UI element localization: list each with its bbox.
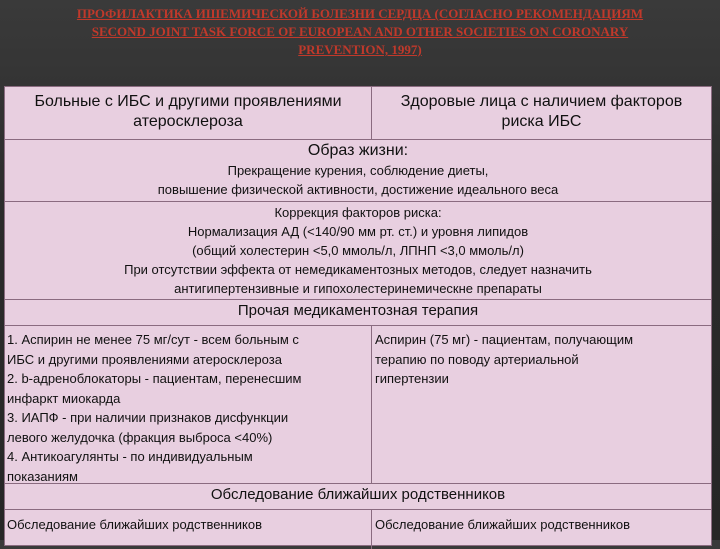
row-divider (5, 139, 711, 140)
column-divider (371, 509, 372, 549)
row-divider (5, 201, 711, 202)
row-divider (5, 299, 711, 300)
relatives-heading: Обследование ближайших родственников (210, 486, 506, 503)
risk-factors-line-2: Нормализация АД (<140/90 мм рт. ст.) и уровня липидов (187, 224, 529, 239)
prevention-table (4, 86, 712, 546)
title-line-1: ПРОФИЛАКТИКА ИШЕМИЧЕСКОЙ БОЛЕЗНИ СЕРДЦА (СОГЛАСНО РЕКОМЕНДАЦИЯМ (76, 6, 644, 21)
title-line-2: SECOND JOINT TASK FORCE OF EUROPEAN AND OTHER SOCIETIES ON CORONARY (91, 24, 629, 39)
patients-therapy-line: ИБС и другими проявлениями атеросклероза (7, 351, 282, 367)
slide-title (0, 5, 720, 59)
column-divider (371, 325, 372, 483)
patients-therapy-line: 2. b-адреноблокаторы - пациентам, перенесшим (7, 371, 302, 386)
patients-therapy-line: 1. Аспирин не менее 75 мг/сут - всем больным с (7, 332, 299, 347)
patients-therapy-line: левого желудочка (фракция выброса <40%) (7, 429, 273, 445)
risk-factors-line-1: Коррекция факторов риска: (274, 205, 442, 220)
patients-therapy-line: 3. ИАПФ - при наличии признаков дисфункции (7, 410, 289, 425)
lifestyle-line-2: повышение физической активности, достижение идеального веса (157, 182, 559, 197)
row-divider (5, 325, 711, 326)
risk-factors-line-5: антигипертензивные и гипохолестеринемическне препараты (174, 281, 542, 296)
risk-factors-line-3: (общий холестерин <5,0 ммоль/л, ЛПНП <3,0 ммоль/л) (192, 243, 524, 258)
patients-therapy-line: 4. Антикоагулянты - по индивидуальным (7, 449, 253, 464)
header-patients-cell (5, 92, 371, 132)
healthy-therapy-line: терапию по поводу артериальной (375, 351, 579, 367)
title-line-3: PREVENTION, 1997) (298, 42, 422, 57)
lifestyle-line-1: Прекращение курения, соблюдение диеты, (227, 163, 489, 178)
lifestyle-cell (5, 141, 711, 199)
other-therapy-healthy-cell (375, 330, 711, 389)
patients-therapy-line: показаниям (7, 468, 78, 484)
header-healthy-line-2: риска ИБС (501, 113, 582, 130)
header-healthy-cell (372, 92, 711, 132)
relatives-healthy-cell: Обследование ближайших родственников (375, 517, 631, 532)
other-therapy-heading: Прочая медикаментозная терапия (237, 302, 479, 319)
header-healthy-line-1: Здоровые лица с наличием факторов (400, 93, 683, 110)
other-therapy-patients-cell (7, 330, 371, 486)
header-patients-line-2: атеросклероза (133, 113, 243, 130)
relatives-patients-cell: Обследование ближайших родственников (7, 517, 263, 532)
row-divider (5, 509, 711, 510)
risk-factors-cell (5, 203, 711, 298)
patients-therapy-line: инфаркт миокарда (7, 390, 121, 406)
risk-factors-line-4: При отсутствии эффекта от немедикаментозных методов, следует назначить (124, 262, 592, 277)
healthy-therapy-line: гипертензии (375, 371, 449, 386)
header-patients-line-1: Больные с ИБС и другими проявлениями (34, 93, 342, 110)
lifestyle-heading: Образ жизни: (307, 142, 409, 159)
healthy-therapy-line: Аспирин (75 мг) - пациентам, получающим (375, 332, 634, 347)
